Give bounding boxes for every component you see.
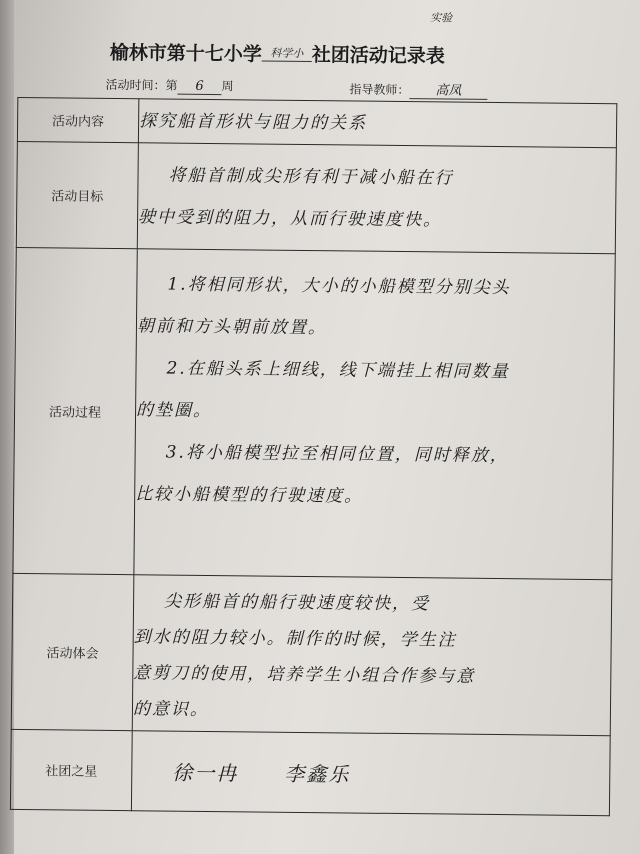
cell-goal: [137, 143, 616, 254]
form-title: [109, 11, 453, 69]
content-line: 探究船首形状与阻力的关系: [139, 110, 368, 134]
title-handwritten-above: 实验: [430, 11, 453, 25]
label-star: 社团之星: [10, 729, 132, 810]
reflection-line: 的意识。: [132, 698, 210, 720]
row-process: [13, 247, 615, 579]
title-suffix: 社团活动记录表: [311, 44, 445, 68]
cell-reflection: [132, 575, 612, 736]
process-line: 的垫圈。: [135, 400, 213, 422]
teacher-value: 高凤: [409, 79, 487, 100]
time-label: 活动时间：第: [105, 77, 178, 93]
title-school: 榆林市第十七小学: [109, 41, 262, 66]
week-unit: 周: [221, 79, 234, 94]
cell-star: [131, 731, 610, 816]
goal-line: 将船首制成尖形有利于减小船在行: [168, 165, 454, 189]
star-name: 徐一冉: [172, 760, 239, 786]
row-reflection: [11, 573, 612, 735]
title-handwritten-fill: 科学小: [262, 45, 312, 63]
process-line: 2.在船头系上细线，线下端挂上相同数量: [166, 358, 510, 383]
row-star: [10, 729, 610, 815]
record-table: [10, 97, 617, 816]
record-sheet: [1, 0, 638, 854]
process-line: 比较小船模型的行驶速度。: [135, 484, 364, 507]
star-names: [132, 756, 609, 790]
star-name: 李鑫乐: [284, 761, 351, 787]
label-process: 活动过程: [13, 247, 137, 574]
teacher-label: 指导教师：: [349, 82, 410, 98]
label-goal: 活动目标: [16, 141, 138, 248]
activity-time: [105, 76, 233, 95]
reflection-line: 到水的阻力较小。制作的时候，学生注: [133, 626, 457, 651]
row-goal: [16, 141, 616, 253]
reflection-line: 意剪刀的使用，培养学生小组合作参与意: [133, 662, 476, 687]
process-line: 1.将相同形状，大小的小船模型分别尖头: [167, 274, 511, 299]
label-content: 活动内容: [17, 97, 138, 142]
teacher-info: [349, 78, 487, 99]
goal-line: 驶中受到的阻力，从而行驶速度快。: [138, 206, 443, 230]
process-line: 3.将小船模型拉至相同位置，同时释放，: [165, 442, 509, 467]
label-reflection: 活动体会: [11, 573, 134, 730]
reflection-line: 尖形船首的船行驶速度较快，受: [163, 591, 431, 614]
cell-process: [134, 249, 615, 580]
week-value: 6: [177, 79, 221, 95]
row-content: [17, 97, 616, 147]
cell-content: [138, 99, 616, 148]
process-line: 朝前和方头朝前放置。: [136, 316, 328, 339]
